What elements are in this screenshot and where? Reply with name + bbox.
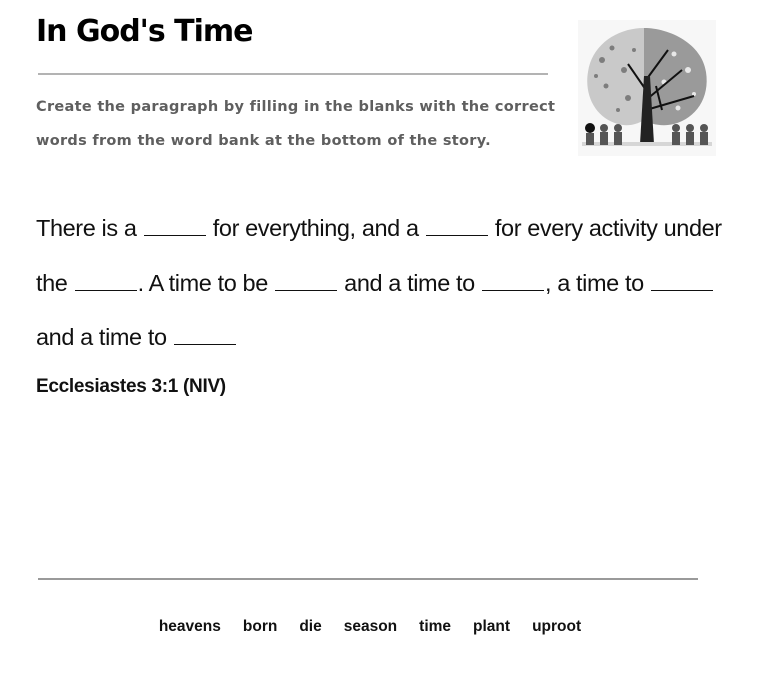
passage-text: for everything, and a <box>212 215 419 241</box>
header-divider <box>38 73 548 75</box>
fill-in-passage <box>36 201 736 365</box>
tree-illustration <box>578 20 716 156</box>
passage-text: . A time to be <box>137 269 268 296</box>
word-bank-item[interactable]: born <box>242 618 278 635</box>
tree-image-icon <box>578 20 716 156</box>
blank-1[interactable] <box>144 215 206 236</box>
passage-text: for every activity under the <box>36 215 722 296</box>
blank-2[interactable] <box>426 215 488 236</box>
blank-7[interactable] <box>174 324 236 345</box>
blank-3[interactable] <box>75 270 137 291</box>
word-bank-item[interactable]: plant <box>473 618 511 635</box>
word-bank-item[interactable]: heavens <box>158 618 221 635</box>
word-bank-item[interactable]: time <box>419 618 452 635</box>
word-bank <box>0 618 740 636</box>
passage-text: and a time to <box>36 324 167 350</box>
blank-5[interactable] <box>482 270 544 291</box>
word-bank-item[interactable]: uproot <box>532 618 582 635</box>
word-bank-item[interactable]: season <box>343 618 398 635</box>
word-bank-divider <box>38 578 698 580</box>
passage-text: and a time to <box>344 269 475 296</box>
page-title: In God's Time <box>36 14 253 49</box>
word-bank-item[interactable]: die <box>299 618 322 635</box>
blank-4[interactable] <box>275 270 337 291</box>
scripture-citation: Ecclesiastes 3:1 (NIV) <box>36 376 226 397</box>
passage-text: , a time to <box>544 269 644 296</box>
blank-6[interactable] <box>651 270 713 291</box>
passage-text: There is a <box>36 215 137 241</box>
instructions-text: Create the paragraph by filling in the blanks with the correct words from the word bank at the bottom of the story. <box>36 99 556 149</box>
